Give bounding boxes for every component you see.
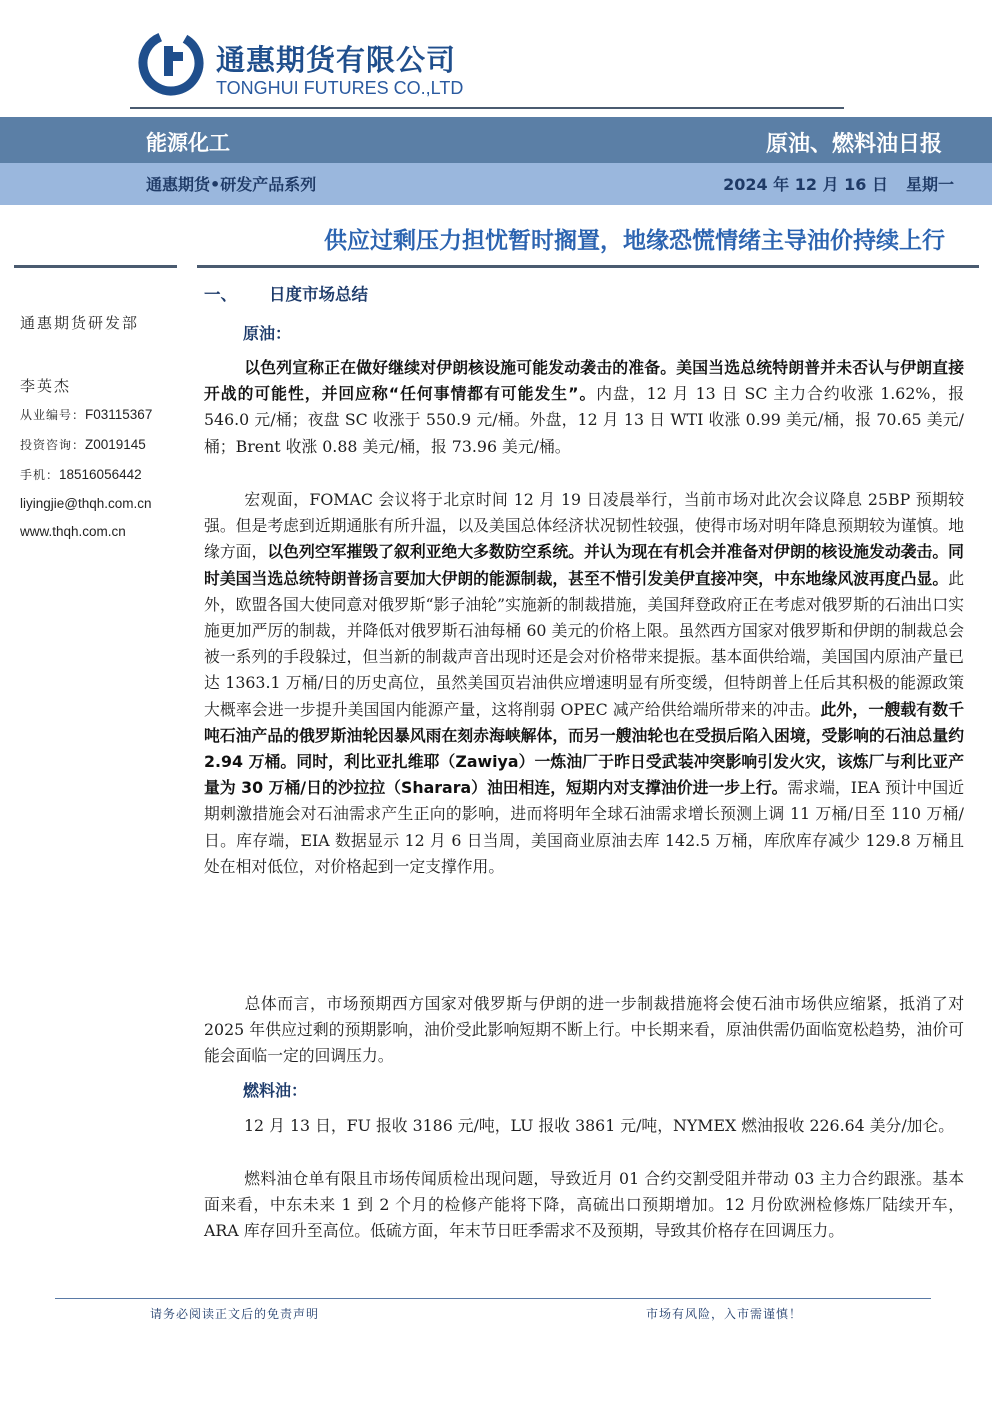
fuel-p1-text: 12 月 13 日，FU 报收 3186 元/吨，LU 报收 3861 元/吨，NYMEX 燃油报收 226.64 美分/加仑。	[244, 1116, 955, 1135]
report-date	[723, 172, 954, 195]
content-divider	[197, 265, 979, 268]
advisory-number-label: 投资咨询：	[20, 438, 86, 452]
crude-p3-text: 总体而言，市场预期西方国家对俄罗斯与伊朗的进一步制裁措施将会使石油市场供应缩紧，抵消了对 2025 年供应过剩的预期影响，油价受此影响短期不断上行。中长期来看，原油供需仍面临宽松趋势，油价可能会面临一定的回调压力。	[204, 994, 964, 1066]
website-link[interactable]: www.thqh.com.cn	[20, 524, 126, 539]
advisory-number	[20, 436, 190, 453]
fuel-paragraph-1	[204, 1113, 964, 1139]
date-text: 2024 年 12 月 16 日	[723, 175, 888, 194]
crude-p2-sanctions: 此外，欧盟各国大使同意对俄罗斯“影子油轮”实施新的制裁措施，美国拜登政府正在考虑对俄罗斯的石油出口实施更加严厉的制裁，并降低对俄罗斯石油每桶 60 美元的价格上限。虽然西方国家对俄罗斯和伊朗的制裁总会被一系列的手段躲过，但当新的制裁声音出现时还是会对价格带来提振。基本面供给端，美国国内原油产量已达 1363.1 万桶/日的历史高位，虽然美国页岩油供应增速明显有所变缓，但特朗普上任后其积极的能源政策大概率会进一步提升美国国内能源产量，这将削弱 OPEC 减产给供给端所带来的冲击。	[204, 568, 964, 719]
analyst-sidebar	[20, 312, 190, 552]
crude-paragraph-1	[204, 355, 964, 460]
section-title: 日度市场总结	[269, 285, 368, 304]
practice-number-label: 从业编号：	[20, 408, 86, 422]
sector-label: 能源化工	[146, 131, 230, 155]
disclaimer-note: 请务必阅读正文后的免责声明	[150, 1307, 320, 1321]
crude-p2-macro: 宏观面，FOMAC 会议将于北京时间 12 月 19 日凌晨举行，当前市场对此次会议降息 25BP 预期较强。但是考虑到近期通胀有所升温，以及美国总体经济状况韧性较强，使得市场对明年降息预期较为谨慎。地缘方面，	[204, 490, 964, 562]
logo-mark-icon	[138, 30, 204, 96]
phone-value: 18516056442	[59, 467, 142, 482]
department-name: 通惠期货研发部	[20, 314, 140, 332]
phone	[20, 466, 190, 483]
advisory-number-value: Z0019145	[85, 437, 146, 452]
phone-label: 手机：	[20, 468, 60, 482]
crude-p2-geopolitics: 以色列空军摧毁了叙利亚绝大多数防空系统。并认为现在有机会并准备对伊朗的核设施发动袭击。同时美国当选总统特朗普扬言要加大伊朗的能源制裁，甚至不惜引发美伊直接冲突，中东地缘风波再度凸显。	[204, 542, 964, 588]
crude-paragraph-2	[204, 487, 964, 880]
series-label: 通惠期货•研发产品系列	[146, 175, 317, 194]
crude-paragraph-3	[204, 991, 964, 1070]
crude-p1-bold: 以色列宣称正在做好继续对伊朗核设施可能发动袭击的准备。美国当选总统特朗普并未否认与伊朗直接开战的可能性，并回应称“任何事情都有可能发生”。	[204, 358, 964, 404]
fuel-p2-text: 燃料油仓单有限且市场传闻质检出现问题，导致近月 01 合约交割受阻并带动 03 主力合约跟涨。基本面来看，中东未来 1 到 2 个月的检修产能将下降，高硫出口预期增加。12 月份欧洲检修炼厂陆续开车， ARA 库存回升至高位。低硫方面，年末节日旺季需求不及预期，导致其价格存在回调压力。	[204, 1169, 964, 1241]
section-number: 一、	[204, 285, 237, 304]
company-name-en: TONGHUI FUTURES CO.,LTD	[216, 78, 464, 98]
weekday-text: 星期一	[905, 175, 954, 194]
crude-heading: 原油：	[243, 324, 292, 343]
sidebar-divider	[14, 265, 177, 268]
email-link[interactable]: liyingjie@thqh.com.cn	[20, 496, 152, 511]
practice-number-value: F03115367	[85, 407, 153, 422]
fuel-oil-heading: 燃料油：	[243, 1081, 308, 1100]
company-logo	[138, 30, 498, 100]
crude-p1-text: 内盘，12 月 13 日 SC 主力合约收涨 1.62%，报 546.0 元/桶；夜盘 SC 收涨于 550.9 元/桶。外盘，12 月 13 日 WTI 收涨 0.99 美元/桶，报 70.65 美元/桶；Brent 收涨 0.88 美元/桶，报 73.96 美元/桶。	[204, 384, 964, 456]
risk-warning: 市场有风险，入市需谨慎！	[646, 1307, 803, 1321]
section-heading	[204, 281, 368, 305]
crude-p2-events: 此外，一艘载有数千吨石油产品的俄罗斯油轮因暴风雨在刻赤海峡解体，而另一艘油轮也在受损后陷入困境，受影响的石油总量约 2.94 万桶。同时，利比亚扎维耶（Zawiya）一炼油厂于昨日受武装冲突影响引发火灾，该炼厂与利比亚产量为 30 万桶/日的沙拉拉（Sharara）油田相连，短期内对支撑油价进一步上行。	[204, 699, 964, 798]
footer-divider	[55, 1298, 931, 1299]
crude-p2-demand: 需求端，IEA 预计中国近期刺激措施会对石油需求产生正向的影响，进而将明年全球石油需求增长预测上调 11 万桶/日至 110 万桶/日。库存端，EIA 数据显示 12 月 6 日当周，美国商业原油去库 142.5 万桶，库欣库存减少 129.8 万桶且处在相对低位，对价格起到一定支撑作用。	[204, 778, 965, 876]
practice-number	[20, 406, 190, 423]
page-title: 供应过剩压力担忧暂时搁置，地缘恐慌情绪主导油价持续上行	[324, 228, 945, 254]
report-type: 原油、燃料油日报	[765, 132, 942, 157]
header-divider	[130, 107, 844, 109]
fuel-paragraph-2	[204, 1166, 964, 1245]
company-name-cn: 通惠期货有限公司	[216, 43, 457, 77]
analyst-name: 李英杰	[20, 377, 72, 395]
